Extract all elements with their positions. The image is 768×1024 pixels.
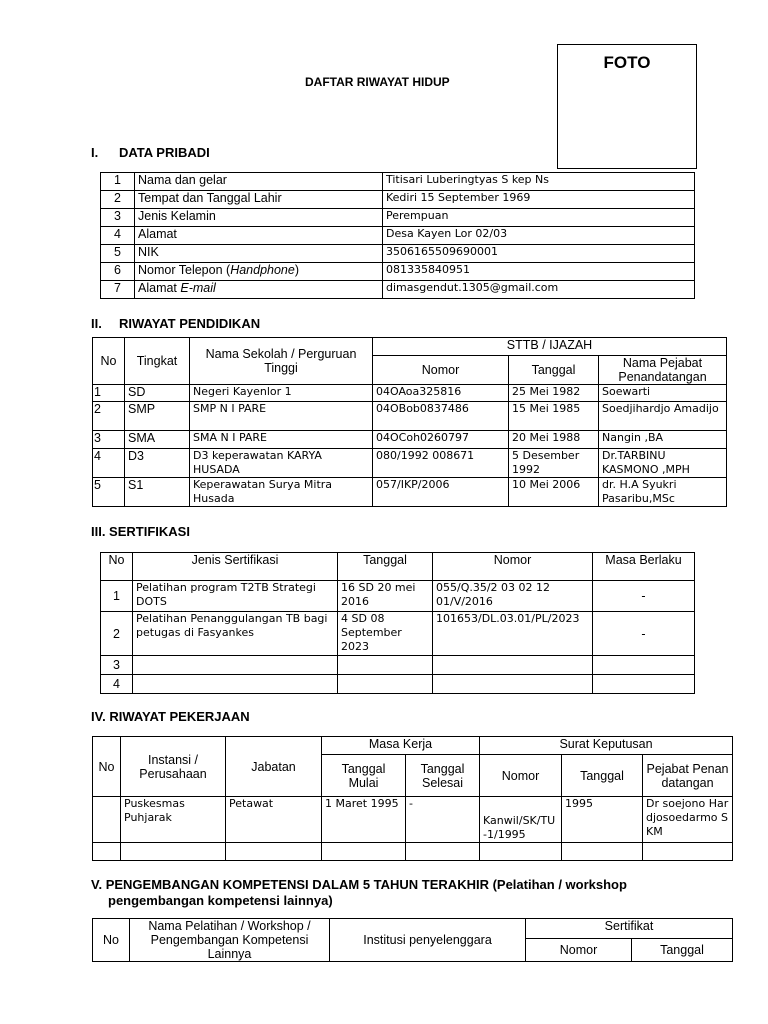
table-row xyxy=(101,191,695,209)
photo-box xyxy=(557,44,697,169)
personal-data-table xyxy=(100,172,695,299)
edu-header-sekolah: Nama Sekolah / Perguruan Tinggi xyxy=(190,338,373,385)
work-tanggal: 1995 xyxy=(562,797,643,843)
comp-header-sertifikat: Sertifikat xyxy=(526,919,733,939)
comp-header-nomor: Nomor xyxy=(526,939,632,962)
edu-nomor: 080/1992 008671 xyxy=(373,449,509,478)
work-header-tanggal: Tanggal xyxy=(562,755,643,797)
work-header-no: No xyxy=(93,737,121,797)
work-history-table xyxy=(92,736,733,861)
row-number: 3 xyxy=(101,209,135,227)
cert-tanggal xyxy=(338,675,433,694)
edu-pejabat: Dr.TARBINU KASMONO ,MPH xyxy=(599,449,727,478)
edu-sekolah: SMP N I PARE xyxy=(190,402,373,431)
section-3-heading: III. SERTIFIKASI xyxy=(91,524,190,539)
field-label: Nama dan gelar xyxy=(135,173,383,191)
edu-header-tingkat: Tingkat xyxy=(125,338,190,385)
row-number: 7 xyxy=(101,281,135,299)
work-instansi: Puskesmas Puhjarak xyxy=(121,797,226,843)
work-no xyxy=(93,797,121,843)
cert-header-jenis: Jenis Sertifikasi xyxy=(133,553,338,581)
field-value: Kediri 15 September 1969 xyxy=(383,191,695,209)
comp-header-nama: Nama Pelatihan / Workshop / Pengembangan Kompetensi Lainnya xyxy=(130,919,330,962)
field-label: Alamat xyxy=(135,227,383,245)
cert-no: 3 xyxy=(101,656,133,675)
edu-pejabat: Soedjihardjo Amadijo xyxy=(599,402,727,431)
work-nomor: Kanwil/SK/TU-1/1995 xyxy=(480,797,562,843)
certification-table xyxy=(100,552,695,694)
row-number: 5 xyxy=(101,245,135,263)
cert-no: 1 xyxy=(101,581,133,612)
table-row xyxy=(93,449,727,478)
edu-tanggal: 10 Mei 2006 xyxy=(509,478,599,507)
work-header-sk: Surat Keputusan xyxy=(480,737,733,755)
field-value: Desa Kayen Lor 02/03 xyxy=(383,227,695,245)
empty-cell xyxy=(322,843,406,861)
row-number: 4 xyxy=(101,227,135,245)
section-2-heading: RIWAYAT PENDIDIKAN xyxy=(119,316,261,331)
field-value: 3506165509690001 xyxy=(383,245,695,263)
education-table xyxy=(92,337,727,507)
cert-tanggal xyxy=(338,656,433,675)
empty-cell xyxy=(406,843,480,861)
edu-tingkat: D3 xyxy=(125,449,190,478)
work-selesai: - xyxy=(406,797,480,843)
table-row xyxy=(101,227,695,245)
edu-tanggal: 25 Mei 1982 xyxy=(509,385,599,402)
edu-pejabat: Soewarti xyxy=(599,385,727,402)
section-5-heading: V. PENGEMBANGAN KOMPETENSI DALAM 5 TAHUN TERAKHIR (Pelatihan / workshop xyxy=(91,877,627,892)
edu-nomor: 04OBob0837486 xyxy=(373,402,509,431)
cert-jenis: Pelatihan program T2TB Strategi DOTS xyxy=(133,581,338,612)
edu-tingkat: SMA xyxy=(125,431,190,449)
cert-header-masa: Masa Berlaku xyxy=(593,553,695,581)
comp-header-no: No xyxy=(93,919,130,962)
table-row xyxy=(101,209,695,227)
section-4-heading: IV. RIWAYAT PEKERJAAN xyxy=(91,709,250,724)
cert-jenis xyxy=(133,656,338,675)
empty-cell xyxy=(480,843,562,861)
field-value: 081335840951 xyxy=(383,263,695,281)
work-header-nomor: Nomor xyxy=(480,755,562,797)
table-row xyxy=(101,656,695,675)
edu-nomor: 04OCoh0260797 xyxy=(373,431,509,449)
table-row xyxy=(101,263,695,281)
edu-sekolah: Negeri Kayenlor 1 xyxy=(190,385,373,402)
edu-nomor: 04OAoa325816 xyxy=(373,385,509,402)
cert-nomor xyxy=(433,675,593,694)
work-header-jabatan: Jabatan xyxy=(226,737,322,797)
work-header-pejabat: Pejabat Penandatangan xyxy=(643,755,733,797)
edu-header-no: No xyxy=(93,338,125,385)
table-row xyxy=(101,173,695,191)
work-header-masa: Masa Kerja xyxy=(322,737,480,755)
edu-header-tanggal: Tanggal xyxy=(509,356,599,385)
table-row xyxy=(101,581,695,612)
row-number: 2 xyxy=(101,191,135,209)
cert-jenis xyxy=(133,675,338,694)
section-1-heading: DATA PRIBADI xyxy=(119,145,210,160)
work-header-mulai: Tanggal Mulai xyxy=(322,755,406,797)
empty-cell xyxy=(121,843,226,861)
field-label xyxy=(135,281,383,299)
cert-nomor: 055/Q.35/2 03 02 12 01/V/2016 xyxy=(433,581,593,612)
cert-header-nomor: Nomor xyxy=(433,553,593,581)
table-row xyxy=(93,402,727,431)
empty-cell xyxy=(93,843,121,861)
table-row xyxy=(101,675,695,694)
field-label: Jenis Kelamin xyxy=(135,209,383,227)
cert-tanggal: 16 SD 20 mei 2016 xyxy=(338,581,433,612)
field-label-text-end: ) xyxy=(294,263,300,277)
work-header-selesai: Tanggal Selesai xyxy=(406,755,480,797)
field-label-text: Alamat xyxy=(138,281,181,295)
cert-nomor xyxy=(433,656,593,675)
work-mulai: 1 Maret 1995 xyxy=(322,797,406,843)
comp-header-institusi: Institusi penyelenggara xyxy=(330,919,526,962)
cert-tanggal: 4 SD 08 September 2023 xyxy=(338,612,433,656)
section-5-heading-cont: pengembangan kompetensi lainnya) xyxy=(108,893,333,908)
table-row xyxy=(93,385,727,402)
edu-tanggal: 5 Desember 1992 xyxy=(509,449,599,478)
edu-pejabat: dr. H.A Syukri Pasaribu,MSc xyxy=(599,478,727,507)
row-number: 6 xyxy=(101,263,135,281)
edu-no: 4 xyxy=(93,449,125,478)
table-row-empty xyxy=(93,843,733,861)
competency-table xyxy=(92,918,733,962)
cert-jenis: Pelatihan Penanggulangan TB bagi petugas di Fasyankes xyxy=(133,612,338,656)
edu-header-sttb: STTB / IJAZAH xyxy=(373,338,727,356)
document-title: DAFTAR RIWAYAT HIDUP xyxy=(305,75,450,89)
edu-no: 1 xyxy=(93,385,125,402)
edu-sekolah: D3 keperawatan KARYA HUSADA xyxy=(190,449,373,478)
table-row xyxy=(101,281,695,299)
field-value: Titisari Luberingtyas S kep Ns xyxy=(383,173,695,191)
cert-masa xyxy=(593,675,695,694)
empty-cell xyxy=(562,843,643,861)
edu-sekolah: Keperawatan Surya Mitra Husada xyxy=(190,478,373,507)
field-label-text: Nomor Telepon ( xyxy=(138,263,231,277)
table-row xyxy=(101,245,695,263)
cert-masa: - xyxy=(593,581,695,612)
edu-header-nomor: Nomor xyxy=(373,356,509,385)
cert-masa: - xyxy=(593,612,695,656)
edu-tanggal: 15 Mei 1985 xyxy=(509,402,599,431)
edu-tingkat: SMP xyxy=(125,402,190,431)
work-jabatan: Petawat xyxy=(226,797,322,843)
empty-cell xyxy=(643,843,733,861)
empty-cell xyxy=(226,843,322,861)
edu-tingkat: S1 xyxy=(125,478,190,507)
table-row xyxy=(101,612,695,656)
edu-no: 2 xyxy=(93,402,125,431)
photo-label: FOTO xyxy=(603,53,651,72)
comp-header-tanggal: Tanggal xyxy=(632,939,733,962)
cert-nomor: 101653/DL.03.01/PL/2023 xyxy=(433,612,593,656)
edu-tingkat: SD xyxy=(125,385,190,402)
cert-masa xyxy=(593,656,695,675)
cert-header-no: No xyxy=(101,553,133,581)
section-2-number: II. xyxy=(91,316,102,331)
table-row xyxy=(93,431,727,449)
edu-no: 3 xyxy=(93,431,125,449)
cert-header-tanggal: Tanggal xyxy=(338,553,433,581)
row-number: 1 xyxy=(101,173,135,191)
work-pejabat: Dr soejono Hardjosoedarmo SKM xyxy=(643,797,733,843)
edu-tanggal: 20 Mei 1988 xyxy=(509,431,599,449)
field-label-italic: E-mail xyxy=(180,281,216,295)
field-value: Perempuan xyxy=(383,209,695,227)
table-row xyxy=(93,797,733,843)
edu-pejabat: Nangin ,BA xyxy=(599,431,727,449)
field-value: dimasgendut.1305@gmail.com xyxy=(383,281,695,299)
edu-sekolah: SMA N I PARE xyxy=(190,431,373,449)
edu-nomor: 057/IKP/2006 xyxy=(373,478,509,507)
field-label: Tempat dan Tanggal Lahir xyxy=(135,191,383,209)
section-1-number: I. xyxy=(91,145,99,160)
cert-no: 4 xyxy=(101,675,133,694)
table-row xyxy=(93,478,727,507)
work-header-instansi: Instansi / Perusahaan xyxy=(121,737,226,797)
edu-no: 5 xyxy=(93,478,125,507)
cert-no: 2 xyxy=(101,612,133,656)
field-label: NIK xyxy=(135,245,383,263)
field-label-italic: Handphone xyxy=(230,263,295,277)
field-label xyxy=(135,263,383,281)
edu-header-pejabat: Nama Pejabat Penandatangan xyxy=(599,356,727,385)
